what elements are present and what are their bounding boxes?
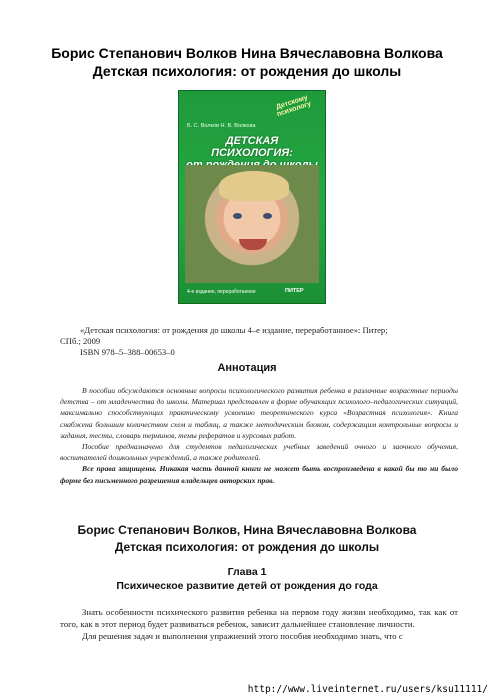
document-header <box>0 44 494 80</box>
header-title: Детская психология: от рождения до школы <box>92 63 402 79</box>
annotation-paragraph: Пособие предназначено для студентов педагогических учебных заведений очного и заочного обучения, воспитателей дошкольных учреждений, а также родителей. <box>60 442 458 463</box>
annotation-copyright: Все права защищены. Никакая часть данной книги не может быть воспроизведена в какой бы то ни было форме без письменного разрешения владельцев авторских прав. <box>60 464 458 485</box>
body-paragraph: Для решения задач и выполнения упражнений этого пособия необходимо знать, что с <box>82 631 403 641</box>
second-header-authors: Борис Степанович Волков, Нина Вячеславовна Волкова <box>77 523 417 537</box>
child-hair <box>219 171 289 201</box>
chapter-number: Глава 1 <box>227 566 267 578</box>
header-authors: Борис Степанович Волков Нина Вячеславовна Волкова <box>51 45 443 61</box>
cover-child-photo <box>185 165 319 283</box>
cover-series: Детскому психологу <box>275 94 313 119</box>
source-url-watermark[interactable]: http://www.liveinternet.ru/users/ksu11111/ <box>247 684 488 695</box>
book-cover-image <box>178 90 326 304</box>
bibliography <box>60 325 450 358</box>
annotation-heading: Аннотация <box>217 362 277 374</box>
cover-title-line1: ДЕТСКАЯ ПСИХОЛОГИЯ: <box>211 135 293 159</box>
bibliography-isbn: ISBN 978–5–388–00653–0 <box>80 347 175 357</box>
cover-authors: Б. С. Волков Н. В. Волкова <box>187 123 256 129</box>
chapter-title: Психическое развитие детей от рождения до года <box>116 580 378 592</box>
cover-publisher-logo: ПИТЕР <box>285 288 304 294</box>
second-header <box>0 522 494 556</box>
cover-edition: 4-е издание, переработанное <box>187 289 256 295</box>
chapter-heading <box>0 565 494 593</box>
child-eye-left <box>233 213 242 219</box>
annotation-text <box>60 385 458 486</box>
bibliography-line2: СПб.; 2009 <box>60 336 101 346</box>
body-paragraph: Знать особенности психического развития ребенка на первом году жизни необходимо, так как от того, как в этот период будет развиваться ребенок, зависит дальнейшее становление личности. <box>60 607 458 629</box>
second-header-title: Детская психология: от рождения до школы <box>114 540 380 554</box>
bibliography-line1: «Детская психология: от рождения до школы 4–е издание, переработанное»: Питер; <box>80 325 388 335</box>
chapter-body <box>60 606 458 642</box>
annotation-paragraph: В пособии обсуждаются основные вопросы психологического развития ребенка в различные возрастные периоды детства – от младенчества до школы. Материал представлен в форме обучающих психолого–педагогических ситуаций, максимально способствующих практическому усвоению теоретического курса «Возрастная психология». Книга снабжена большим количеством схем и таблиц, а также методическим блоком, содержащим контрольные вопросы и задания, тесты, словарь терминов, темы рефератов и курсовых работ. <box>60 386 458 440</box>
child-eye-right <box>263 213 272 219</box>
child-smile <box>239 239 267 250</box>
